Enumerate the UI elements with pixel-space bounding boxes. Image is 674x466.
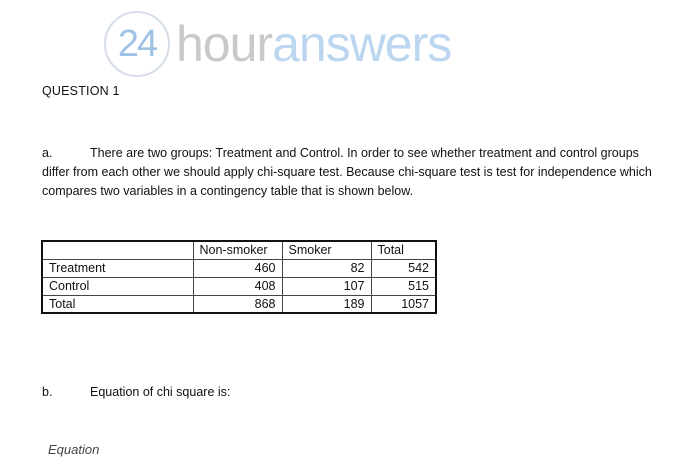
watermark-logo [104,8,451,80]
question-title: QUESTION 1 [42,84,120,98]
table-row [42,295,436,313]
table-cell: 515 [371,277,436,295]
table-cell: 1057 [371,295,436,313]
table-header-cell: Non-smoker [193,241,282,259]
part-a-marker: a. [42,146,53,160]
table-header-row [42,241,436,259]
table-row-label: Treatment [42,259,193,277]
part-b-line [42,385,230,399]
part-b-marker: b. [42,385,53,399]
table-row-label: Control [42,277,193,295]
part-a-paragraph [42,144,664,201]
table-cell: 107 [282,277,371,295]
table-cell: 542 [371,259,436,277]
table-cell: 460 [193,259,282,277]
equation-placeholder: Equation [48,442,100,457]
table-cell: 82 [282,259,371,277]
table-row-label: Total [42,295,193,313]
table-row [42,259,436,277]
table-header-cell: Total [371,241,436,259]
table-header-cell: Smoker [282,241,371,259]
watermark-text [176,16,452,72]
watermark-text-gray: hour [176,16,273,72]
contingency-table [41,240,437,314]
watermark-text-blue: answers [272,16,452,72]
table-cell: 408 [193,277,282,295]
table-row [42,277,436,295]
part-b-text: Equation of chi square is: [90,385,231,399]
table-cell: 868 [193,295,282,313]
part-a-text: There are two groups: Treatment and Control. In order to see whether treatment and control groups differ from each other we should apply chi-square test. Because chi-square test is test for independence which compares two variables in a contingency table that is shown below. [42,146,652,198]
watermark-circle: 24 [104,11,170,77]
table-header-cell [42,241,193,259]
table-cell: 189 [282,295,371,313]
